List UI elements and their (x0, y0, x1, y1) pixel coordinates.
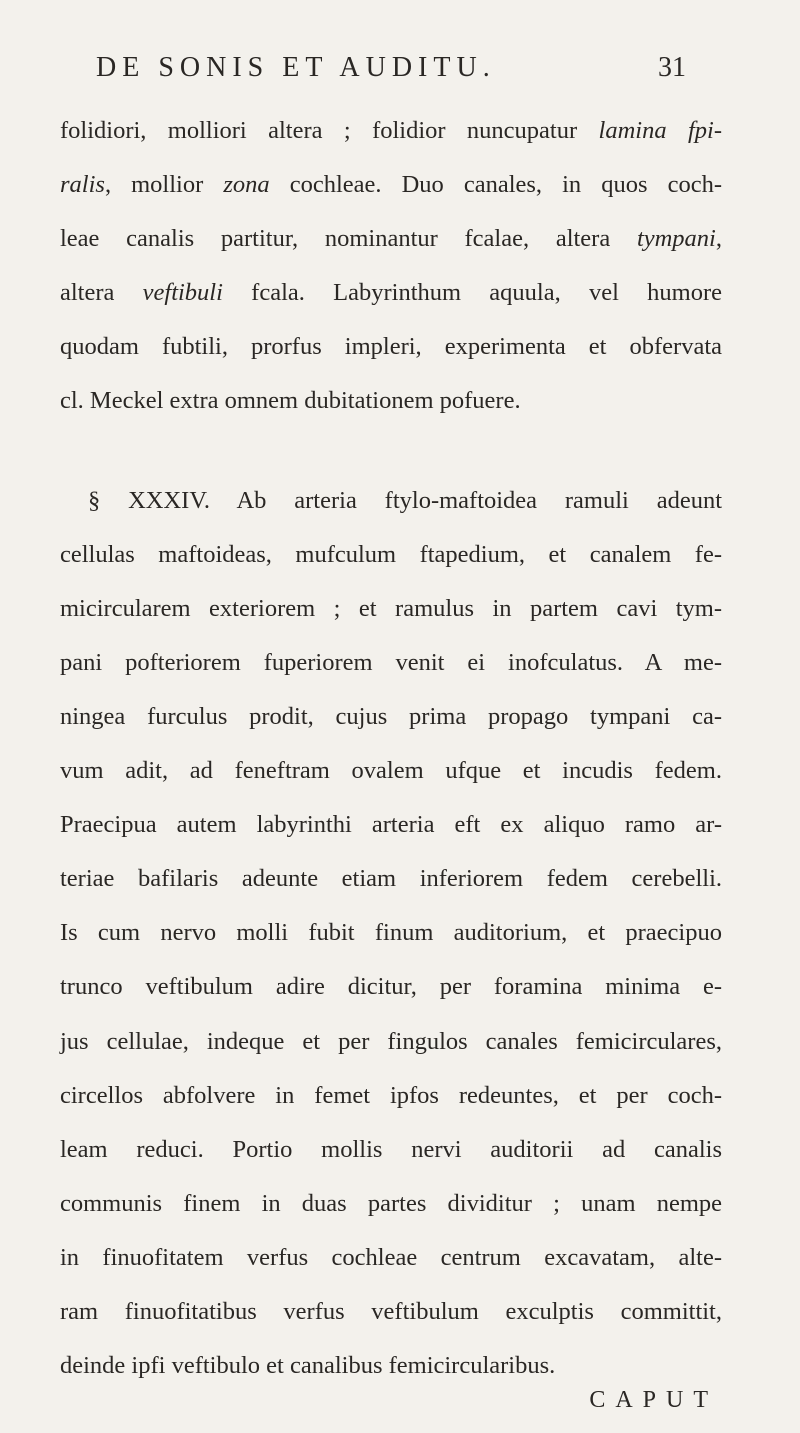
text-line (60, 1177, 722, 1231)
text-segment: circellos abfolvere in femet ipfos redeuntes, et per coch- (60, 1081, 722, 1109)
text-segment: ningea furculus prodit, cujus prima propago tympani ca- (60, 702, 722, 730)
catchword: CAPUT (589, 1387, 718, 1414)
text-line (60, 528, 722, 582)
text-segment: folidiori, molliori altera ; folidior nuncupatur (60, 117, 599, 144)
text-segment: Praecipua autem labyrinthi arteria eft ex aliquo ramo ar- (60, 811, 722, 839)
text-segment: § XXXIV. Ab arteria ftylo-maftoidea ramuli adeunt (88, 486, 722, 514)
text-segment: in finuofitatem verfus cochleae centrum excavatam, alte- (60, 1243, 722, 1271)
text-segment: veftibuli (142, 279, 223, 307)
text-line (60, 104, 722, 158)
text-segment: leae canalis partitur, nominantur fcalae, altera (60, 225, 637, 253)
text-segment: teriae bafilaris adeunte etiam inferiorem fedem cerebelli. (60, 865, 722, 893)
text-line (60, 852, 722, 906)
text-segment: micircularem exteriorem ; et ramulus in partem cavi tym- (60, 594, 722, 622)
paragraph (60, 104, 722, 429)
text-segment: pani pofteriorem fuperiorem venit ei inofculatus. A me- (60, 648, 722, 676)
text-segment: trunco veftibulum adire dicitur, per foramina minima e- (60, 973, 722, 1001)
body-text (60, 104, 722, 1433)
text-segment: cl. Meckel extra omnem dubitationem pofuere. (60, 387, 521, 415)
running-title: DE SONIS ET AUDITU. (96, 52, 496, 83)
text-segment: vum adit, ad feneftram ovalem ufque et incudis fedem. (60, 757, 722, 785)
text-line (60, 582, 722, 636)
text-line (60, 960, 722, 1014)
paragraph (60, 474, 722, 1394)
text-segment: , (715, 225, 722, 253)
text-line (60, 906, 722, 960)
text-segment: deinde ipfi veftibulo et canalibus femicircularibus. (60, 1352, 556, 1380)
text-line (60, 320, 722, 374)
text-segment: communis finem in duas partes dividitur ; unam nempe (60, 1189, 722, 1217)
text-segment: Is cum nervo molli fubit finum auditorium, et praecipuo (60, 919, 722, 947)
text-segment: jus cellulae, indeque et per fingulos canales femicirculares, (60, 1027, 722, 1055)
text-line (60, 636, 722, 690)
text-segment: tympani (636, 225, 716, 253)
text-segment: altera (60, 279, 143, 307)
text-line (60, 1339, 722, 1393)
text-line (60, 374, 722, 428)
text-line (60, 1231, 722, 1285)
text-segment: leam reduci. Portio mollis nervi auditorii ad canalis (60, 1135, 722, 1163)
text-line (60, 158, 722, 212)
text-line (60, 1069, 722, 1123)
text-line (60, 744, 722, 798)
text-line (60, 798, 722, 852)
text-segment: fcala. Labyrinthum aquula, vel humore (222, 279, 722, 307)
text-segment: cellulas maftoideas, mufculum ftapedium, et canalem fe- (60, 540, 722, 568)
text-line (60, 1285, 722, 1339)
text-segment: ram finuofitatibus verfus veftibulum exculptis committit, (60, 1297, 722, 1325)
text-segment: lamina fpi- (598, 117, 722, 144)
text-segment: , mollior (104, 171, 224, 199)
text-line (60, 690, 722, 744)
text-segment: cochleae. Duo canales, in quos coch- (269, 171, 722, 199)
text-segment: quodam fubtili, prorfus impleri, experimenta et obfervata (60, 333, 722, 361)
text-line (60, 474, 722, 528)
text-segment: ralis (60, 171, 105, 199)
running-head (96, 52, 696, 96)
text-line (60, 212, 722, 266)
text-line (60, 1123, 722, 1177)
text-segment: zona (223, 171, 270, 199)
text-line (60, 266, 722, 320)
text-line (60, 1015, 722, 1069)
page-number: 31 (658, 52, 686, 83)
catchword-row (60, 1387, 722, 1433)
paragraph-gap (60, 429, 722, 474)
